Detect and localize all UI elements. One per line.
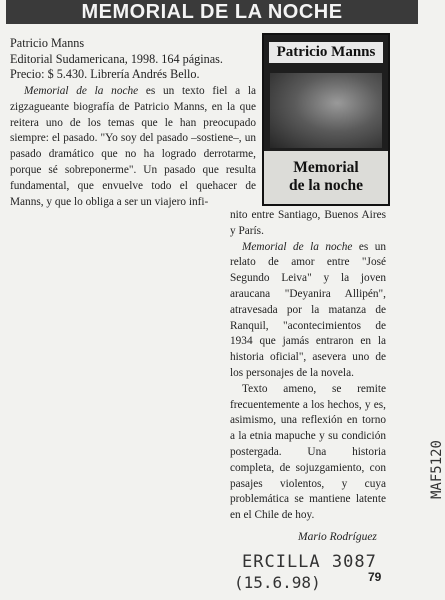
review-column-right [230, 208, 386, 524]
page-number: 79 [368, 570, 382, 584]
handwritten-side-note: MAF5120 [429, 440, 445, 500]
cover-title-line2: de la noche [288, 177, 364, 194]
review-paragraph-1-continued: nito entre Santiago, Buenos Aires y París. [230, 209, 386, 237]
handwritten-date: (15.6.98) [234, 573, 321, 592]
book-cover-image [262, 33, 390, 206]
review-paragraph-2 [230, 240, 386, 382]
book-title-italic: Memorial de la noche [242, 240, 353, 253]
cover-title [264, 151, 388, 204]
book-price: Precio: $ 5.430. Librería Andrés Bello. [10, 67, 200, 81]
cover-title-line1: Memorial [293, 159, 359, 176]
cover-photo [270, 73, 382, 148]
handwritten-archive-code: ERCILLA 3087 [242, 552, 377, 572]
review-column-left [10, 84, 256, 210]
book-publisher: Editorial Sudamericana, 1998. 164 páginas. [10, 51, 223, 66]
review-paragraph-1 [10, 84, 256, 210]
book-info [10, 36, 256, 83]
cover-author: Patricio Manns [269, 42, 383, 63]
page-title: MEMORIAL DE LA NOCHE [6, 0, 418, 24]
review-paragraph-1-text: es un texto fiel a la zigzagueante biografía de Patricio Manns, en la que reitera uno de los temas que le han preocupado siempre: el pasado. "Yo soy del pasado –sostiene–, un pasado dramático que no ha logrado derrotarme, porque sé sobreponerme". Un pasado que resulta fundamental, que envuelve todo el quehacer de Manns, y que lo obliga a ser un viajero infi- [10, 85, 257, 208]
review-signature: Mario Rodríguez [298, 531, 377, 543]
review-paragraph-3: Texto ameno, se remite frecuentemente a los hechos, y es, asimismo, una reflexión en torno a la etnia mapuche y su condición postergada. Una historia completa, de sojuzgamiento, con pasajes violentos, y cuya problemática se mantiene latente en el Chile de hoy. [230, 382, 386, 522]
book-title-italic: Memorial de la noche [24, 85, 139, 97]
review-paragraph-2-text: es un relato de amor entre "José Segundo Leiva" y la joven araucana "Deyanira Allipén", atravesada por la matanza de Ranquil, "acontecimientos de 1934 que jamás entraron en la historia oficial", asevera uno de los personajes de la novela. [230, 240, 387, 379]
book-author: Patricio Manns [10, 36, 85, 50]
